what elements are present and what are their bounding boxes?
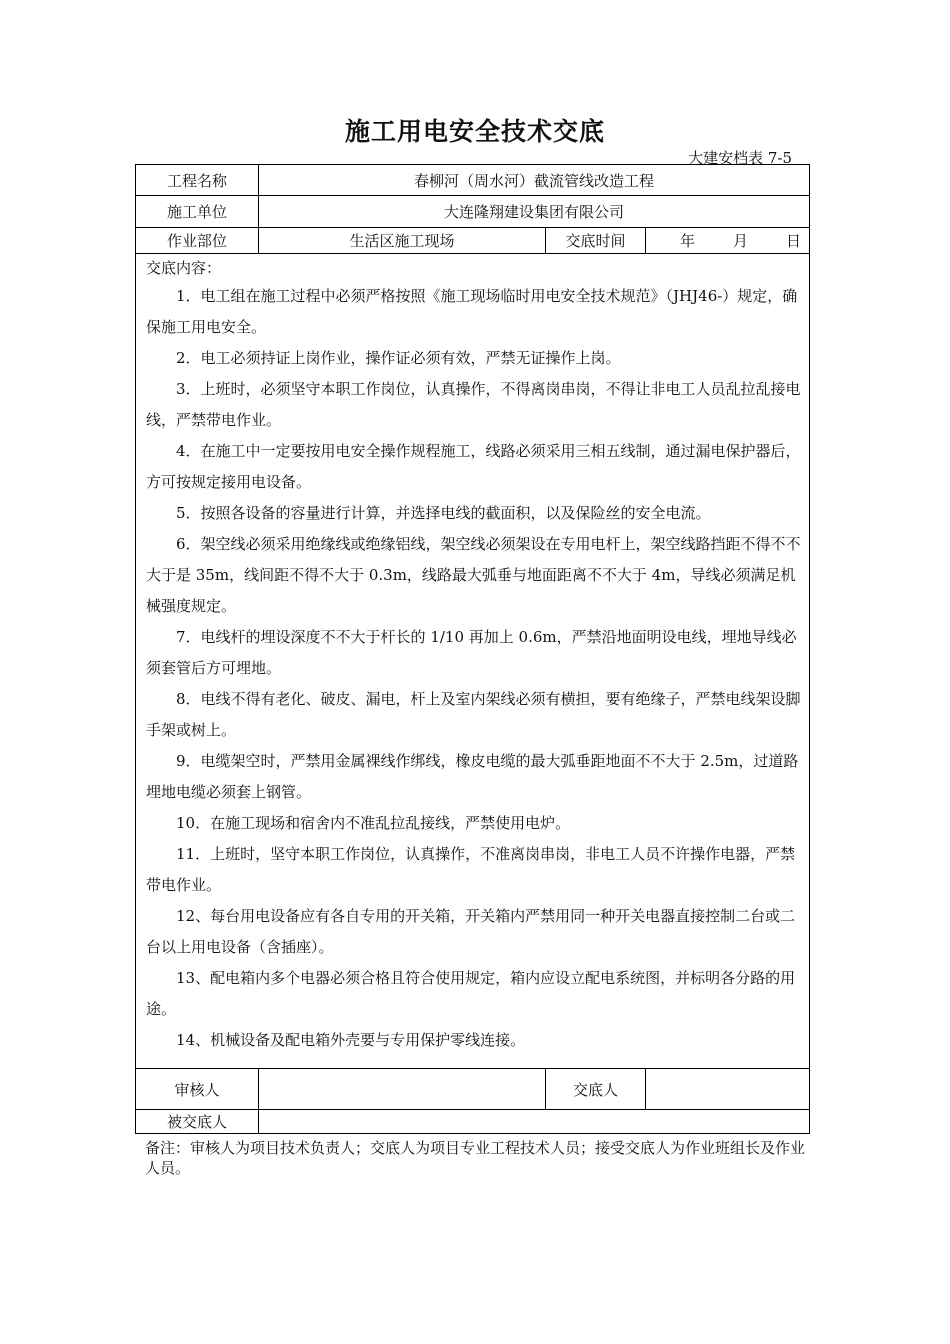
content-item-10: 10．在施工现场和宿舍内不准乱拉乱接线，严禁使用电炉。	[176, 814, 571, 832]
content-item-12: 12、每台用电设备应有各自专用的开关箱，开关箱内严禁用同一种开关电器直接控制二台或二台以上用电设备（含插座）。	[146, 907, 796, 956]
location-row	[136, 228, 810, 254]
content-item-2: 2．电工必须持证上岗作业，操作证必须有效，严禁无证操作上岗。	[176, 349, 621, 367]
time-label: 交底时间	[546, 228, 646, 254]
discloser-signature-field[interactable]	[646, 1069, 810, 1110]
content-item-1: 1．电工组在施工过程中必须严格按照《施工现场临时用电安全技术规范》（JHJ46-）规定，确保施工用电安全。	[146, 287, 798, 336]
recipient-row	[136, 1110, 810, 1134]
date-field	[646, 228, 810, 254]
date-month: 月	[733, 232, 749, 250]
content-item-14: 14、机械设备及配电箱外壳要与专用保护零线连接。	[176, 1031, 526, 1049]
signature-row	[136, 1069, 810, 1110]
content-cell	[136, 254, 810, 1069]
document-title: 施工用电安全技术交底	[344, 117, 605, 146]
reviewer-label: 审核人	[136, 1069, 259, 1110]
recipient-label: 被交底人	[136, 1110, 259, 1134]
content-heading: 交底内容：	[146, 259, 222, 277]
content-item-13: 13、配电箱内多个电器必须合格且符合使用规定，箱内应设立配电系统图，并标明各分路的用途。	[146, 969, 796, 1018]
company-label: 施工单位	[136, 196, 259, 228]
content-item-3: 3．上班时，必须坚守本职工作岗位，认真操作，不得离岗串岗，不得让非电工人员乱拉乱接电线，严禁带电作业。	[146, 380, 801, 429]
company-row	[136, 196, 810, 228]
company-value: 大连隆翔建设集团有限公司	[259, 196, 810, 228]
disclosure-table	[135, 164, 810, 1134]
location-value: 生活区施工现场	[259, 228, 546, 254]
recipient-signature-field[interactable]	[259, 1110, 810, 1134]
discloser-label: 交底人	[546, 1069, 646, 1110]
location-label: 作业部位	[136, 228, 259, 254]
project-row	[136, 165, 810, 196]
date-day: 日	[786, 232, 802, 250]
content-item-7: 7．电线杆的埋设深度不不大于杆长的 1/10 再加上 0.6m，严禁沿地面明设电线，埋地导线必须套管后方可埋地。	[146, 628, 797, 677]
form-code: 大建安档表 7-5	[688, 149, 792, 167]
project-label: 工程名称	[136, 165, 259, 196]
content-item-5: 5．按照各设备的容量进行计算，并选择电线的截面积，以及保险丝的安全电流。	[176, 504, 711, 522]
content-item-4: 4．在施工中一定要按用电安全操作规程施工，线路必须采用三相五线制，通过漏电保护器后，方可按规定接用电设备。	[146, 442, 801, 491]
content-item-9: 9．电缆架空时，严禁用金属裸线作绑线，橡皮电缆的最大弧垂距地面不不大于 2.5m，过道路埋地电缆必须套上钢管。	[146, 752, 799, 801]
reviewer-signature-field[interactable]	[259, 1069, 546, 1110]
content-item-11: 11．上班时，坚守本职工作岗位，认真操作，不准离岗串岗，非电工人员不许操作电器，严禁带电作业。	[146, 845, 796, 894]
content-item-8: 8．电线不得有老化、破皮、漏电，杆上及室内架线必须有横担，要有绝缘子，严禁电线架设脚手架或树上。	[146, 690, 801, 739]
project-value: 春柳河（周水河）截流管线改造工程	[259, 165, 810, 196]
content-row	[136, 254, 810, 1069]
date-year: 年	[679, 232, 695, 250]
footer-note: 备注：审核人为项目技术负责人；交底人为项目专业工程技术人员；接受交底人为作业班组长及作业人员。	[145, 1139, 806, 1177]
content-item-6: 6．架空线必须采用绝缘线或绝缘铝线，架空线必须架设在专用电杆上，架空线路挡距不得不不大于是 35m，线间距不得不大于 0.3m，线路最大弧垂与地面距离不不大于 4m，导线必须满足机械强度规定。	[146, 535, 801, 615]
